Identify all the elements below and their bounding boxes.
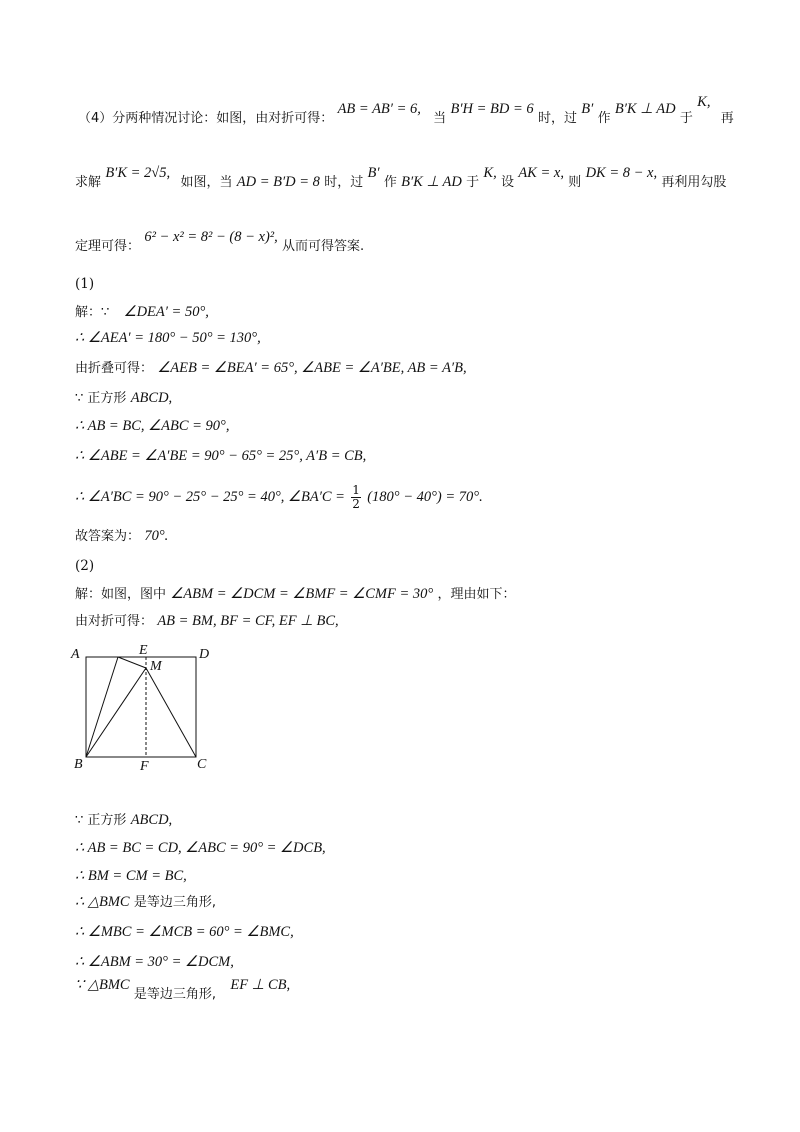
- formula: ∴ BM = CM = BC,: [75, 868, 187, 884]
- part2-step2: [75, 611, 339, 632]
- text: ∵ 正方形: [75, 813, 127, 828]
- text: 由折叠可得：: [75, 361, 154, 376]
- formula: AB = BM, BF = CF, EF ⊥ BC,: [157, 613, 339, 629]
- part2-step8: [75, 952, 234, 972]
- part2-step5: [75, 866, 187, 886]
- segment-be-1: [86, 657, 118, 757]
- formula: DK = 8 − x,: [585, 165, 658, 181]
- formula: B′K ⊥ AD: [401, 174, 462, 190]
- formula: ∵ △BMC: [75, 977, 130, 993]
- part2-step9: [75, 977, 291, 1005]
- part4-line1: [78, 94, 734, 129]
- formula: ∴ ∠AEA′ = 180° − 50° = 130°,: [75, 330, 261, 346]
- formula: ABCD,: [130, 390, 173, 406]
- text: ，理由如下：: [437, 587, 516, 602]
- formula: ∴ AB = BC, ∠ABC = 90°,: [75, 418, 230, 434]
- formula: B′K = 2√5,: [105, 165, 171, 181]
- formula: ∴ AB = BC = CD, ∠ABC = 90° = ∠DCB,: [75, 840, 326, 856]
- formula: K,: [483, 165, 497, 181]
- formula: ∴ ∠A′BC = 90° − 25° − 25° = 40°, ∠BA′C =: [75, 489, 345, 505]
- formula: ∠ABM = ∠DCM = ∠BMF = ∠CMF = 30°: [170, 586, 434, 602]
- point-a-label: A: [71, 647, 80, 662]
- part2-step6: [75, 892, 216, 913]
- text: 定理可得：: [75, 239, 141, 254]
- part1-step5: [75, 416, 229, 436]
- text: 故答案为：: [75, 529, 141, 544]
- point-d-label: D: [199, 647, 210, 662]
- text: （4）分两种情况讨论：如图，由对折可得：: [78, 111, 334, 126]
- text: 于: [466, 175, 480, 190]
- point-b-label: B: [74, 757, 83, 770]
- part1-label: [75, 274, 94, 294]
- formula: K,: [697, 94, 711, 110]
- formula: 6² − x² = 8² − (8 − x)²,: [144, 229, 278, 245]
- text: 作: [597, 111, 611, 126]
- part2-label: [75, 556, 94, 576]
- part1-step3: [75, 358, 467, 379]
- formula: ∴ ∠ABE = ∠A′BE = 90° − 65° = 25°, A′B = CB,: [75, 448, 367, 464]
- formula: EF ⊥ CB,: [230, 977, 291, 993]
- point-m-label: M: [150, 659, 162, 674]
- part1-step2: [75, 328, 261, 348]
- formula: (180° − 40°) = 70°.: [367, 489, 483, 505]
- point-f-label: F: [140, 759, 149, 770]
- part1-step4: [75, 388, 172, 409]
- text: 是等边三角形,: [133, 895, 217, 910]
- formula: B′: [367, 165, 380, 181]
- text: 当: [433, 111, 447, 126]
- text: 如图，当: [180, 175, 233, 190]
- fraction-half: $\frac{1}{2}$: [352, 483, 360, 511]
- formula: AK = x,: [518, 165, 564, 181]
- text: 作: [383, 175, 397, 190]
- part4-line2: [75, 165, 727, 193]
- formula: ∴ △BMC: [75, 894, 130, 910]
- text: 解：∵: [75, 305, 110, 320]
- formula: ∠AEB = ∠BEA′ = 65°, ∠ABE = ∠A′BE, AB = A′B,: [157, 360, 467, 376]
- segment-bm: [86, 668, 146, 757]
- formula: ABCD,: [130, 812, 173, 828]
- formula: AB = AB′ = 6,: [337, 101, 421, 117]
- part1-answer: [75, 526, 168, 547]
- formula: B′H = BD = 6: [450, 101, 534, 117]
- formula: ∠DEA′ = 50°,: [123, 304, 209, 320]
- part4-line3: [75, 229, 365, 257]
- part1-step6: [75, 446, 366, 466]
- formula: 70°.: [144, 528, 169, 544]
- point-e-label: E: [139, 643, 148, 658]
- square-fold-figure: [68, 640, 228, 770]
- text: 是等边三角形,: [133, 987, 217, 1002]
- part2-step1: [75, 584, 515, 605]
- point-c-label: C: [197, 757, 207, 770]
- text: 解：如图，图中: [75, 587, 167, 602]
- text: 时，过: [537, 111, 577, 126]
- part1-step7: [75, 484, 483, 511]
- text: 从而可得答案.: [282, 239, 365, 254]
- formula: AD = B′D = 8: [236, 174, 320, 190]
- text: 于: [679, 111, 693, 126]
- text: 时，过: [324, 175, 364, 190]
- label: (2): [75, 558, 95, 574]
- formula: B′K ⊥ AD: [614, 101, 676, 117]
- text: 设: [501, 175, 515, 190]
- formula: B′: [581, 101, 594, 117]
- part2-step4: [75, 838, 326, 858]
- text: 则: [568, 175, 582, 190]
- segment-mc: [146, 668, 196, 757]
- text: 再利用勾股: [661, 175, 727, 190]
- segment-em: [118, 657, 146, 668]
- text: 求解: [75, 175, 102, 190]
- formula: ∴ ∠MBC = ∠MCB = 60° = ∠BMC,: [75, 924, 294, 940]
- formula: ∴ ∠ABM = 30° = ∠DCM,: [75, 954, 234, 970]
- text: 由对折可得：: [75, 614, 154, 629]
- text: ∵ 正方形: [75, 391, 127, 406]
- part2-step7: [75, 922, 294, 942]
- part2-step3: [75, 810, 172, 831]
- label: (1): [75, 276, 95, 292]
- text: 再: [720, 111, 734, 126]
- part1-step1: [75, 302, 209, 323]
